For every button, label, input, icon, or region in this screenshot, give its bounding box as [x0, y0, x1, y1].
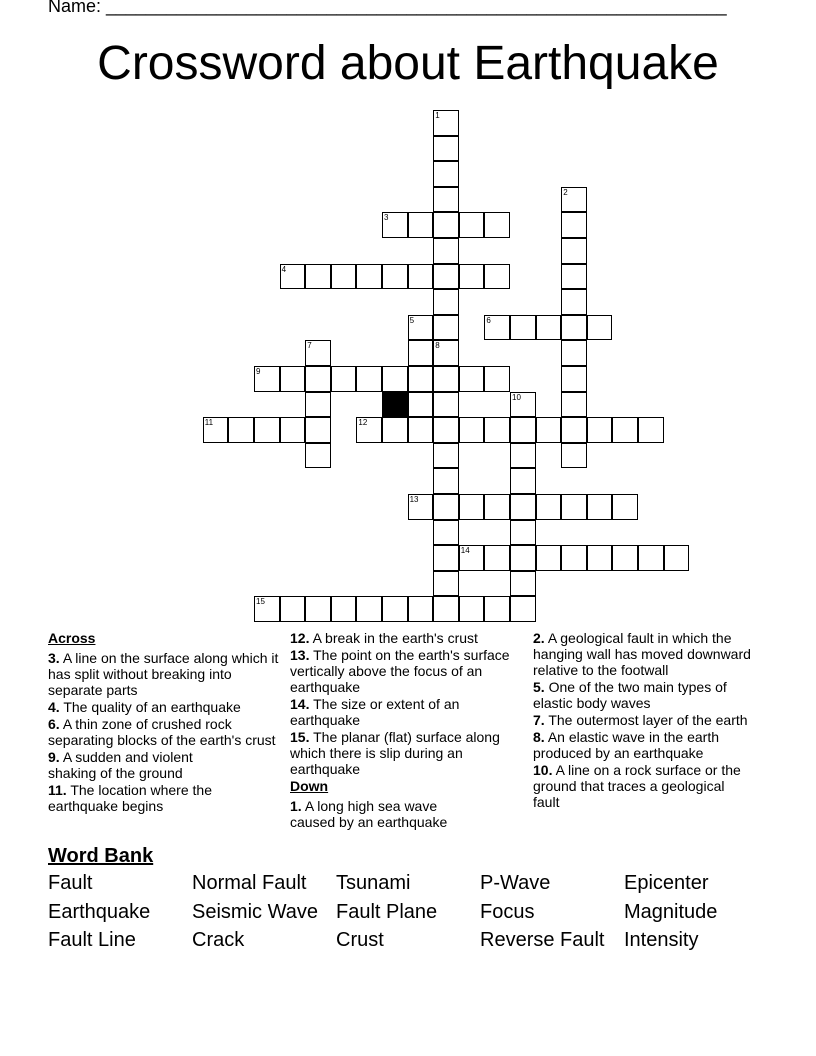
grid-cell[interactable] [305, 417, 331, 443]
grid-cell[interactable] [587, 545, 613, 571]
cell-number: 13 [409, 495, 419, 504]
grid-cell[interactable] [433, 136, 459, 162]
grid-cell[interactable] [561, 443, 587, 469]
grid-cell[interactable] [228, 417, 254, 443]
grid-cell[interactable] [408, 340, 434, 366]
grid-cell[interactable] [433, 315, 459, 341]
clue-across-14: 14. The size or extent of an earthquake [290, 696, 460, 728]
word-bank-item: P-Wave [480, 872, 551, 894]
grid-cell[interactable] [433, 264, 459, 290]
clue-column-1 [48, 630, 284, 815]
clue-column-3 [533, 630, 763, 811]
grid-cell[interactable] [561, 545, 587, 571]
clue-across-15: 15. The planar (flat) surface along which there is slip during an earthquake [290, 729, 500, 777]
grid-cell[interactable] [254, 417, 280, 443]
grid-cell[interactable] [433, 520, 459, 546]
grid-cell[interactable] [382, 417, 408, 443]
grid-cell[interactable] [561, 289, 587, 315]
grid-cell[interactable] [433, 468, 459, 494]
grid-cell[interactable] [408, 264, 434, 290]
grid-cell[interactable] [408, 315, 434, 341]
grid-cell[interactable] [433, 366, 459, 392]
grid-cell[interactable] [433, 443, 459, 469]
grid-block-cell [382, 392, 408, 418]
clue-across-4: 4. The quality of an earthquake [48, 699, 241, 715]
grid-cell[interactable] [561, 315, 587, 341]
grid-cell[interactable] [612, 417, 638, 443]
grid-cell[interactable] [331, 366, 357, 392]
grid-cell[interactable] [459, 212, 485, 238]
grid-cell[interactable] [280, 417, 306, 443]
grid-cell[interactable] [433, 110, 459, 136]
grid-cell[interactable] [433, 494, 459, 520]
grid-cell[interactable] [510, 596, 536, 622]
grid-cell[interactable] [510, 520, 536, 546]
grid-cell[interactable] [356, 417, 382, 443]
grid-cell[interactable] [356, 264, 382, 290]
grid-cell[interactable] [484, 494, 510, 520]
grid-cell[interactable] [331, 596, 357, 622]
grid-cell[interactable] [408, 417, 434, 443]
cell-number: 8 [435, 341, 440, 351]
word-bank-item: Fault Line [48, 929, 136, 951]
grid-cell[interactable] [356, 366, 382, 392]
grid-cell[interactable] [433, 161, 459, 187]
cell-number: 14 [460, 546, 470, 556]
cell-number: 15 [256, 597, 265, 607]
name-field-label: Name: ______________________________________________________________ [48, 0, 727, 16]
word-bank-item: Reverse Fault [480, 929, 605, 951]
cell-number: 7 [307, 341, 312, 351]
grid-cell[interactable] [510, 494, 536, 520]
grid-cell[interactable] [433, 187, 459, 213]
grid-cell[interactable] [459, 366, 485, 392]
cell-number: 11 [204, 418, 214, 428]
grid-cell[interactable] [484, 596, 510, 622]
word-bank-item: Earthquake [48, 901, 151, 923]
grid-cell[interactable] [305, 596, 331, 622]
grid-cell[interactable] [561, 238, 587, 264]
down-heading: Down [290, 778, 329, 794]
cell-number: 6 [486, 315, 491, 325]
clue-across-6: 6. A thin zone of crushed rock separating blocks of the earth's crust [48, 716, 276, 748]
grid-cell[interactable] [638, 545, 664, 571]
grid-cell[interactable] [510, 392, 536, 418]
grid-cell[interactable] [433, 417, 459, 443]
grid-cell[interactable] [433, 212, 459, 238]
grid-cell[interactable] [382, 264, 408, 290]
word-bank-item: Crack [192, 929, 245, 951]
grid-cell[interactable] [433, 340, 459, 366]
grid-cell[interactable] [510, 417, 536, 443]
grid-cell[interactable] [510, 315, 536, 341]
clue-across-3: 3. A line on the surface along which it has split without breaking into separate parts [48, 650, 279, 698]
grid-cell[interactable] [510, 468, 536, 494]
cell-number: 2 [563, 187, 568, 197]
grid-cell[interactable] [382, 366, 408, 392]
grid-cell[interactable] [280, 596, 306, 622]
word-bank-item: Normal Fault [192, 872, 307, 894]
grid-cell[interactable] [254, 366, 280, 392]
grid-cell[interactable] [305, 392, 331, 418]
grid-cell[interactable] [305, 366, 331, 392]
grid-cell[interactable] [510, 545, 536, 571]
clue-down-5: 5. One of the two main types of elastic body waves [533, 679, 727, 711]
across-heading: Across [48, 630, 96, 646]
grid-cell[interactable] [484, 212, 510, 238]
cell-number: 5 [409, 315, 415, 325]
grid-cell[interactable] [459, 494, 485, 520]
grid-cell[interactable] [433, 289, 459, 315]
clue-column-2 [290, 630, 528, 831]
grid-cell[interactable] [561, 392, 587, 418]
cell-number: 10 [512, 392, 521, 402]
grid-cell[interactable] [459, 264, 485, 290]
grid-cell[interactable] [612, 494, 638, 520]
grid-cell[interactable] [356, 596, 382, 622]
cell-number: 1 [435, 111, 440, 120]
grid-cell[interactable] [203, 417, 229, 443]
grid-cell[interactable] [305, 443, 331, 469]
clue-across-9: 9. A sudden and violent shaking of the ground [48, 749, 193, 781]
grid-cell[interactable] [561, 264, 587, 290]
word-bank-item: Seismic Wave [192, 901, 318, 923]
cell-number: 4 [281, 264, 287, 274]
grid-cell[interactable] [305, 340, 331, 366]
clue-down-7: 7. The outermost layer of the earth [533, 712, 748, 728]
grid-cell[interactable] [433, 238, 459, 264]
cell-number: 12 [358, 418, 368, 428]
cell-number: 9 [256, 367, 261, 376]
grid-cell[interactable] [433, 571, 459, 597]
grid-cell[interactable] [408, 494, 434, 520]
grid-cell[interactable] [510, 571, 536, 597]
grid-cell[interactable] [484, 417, 510, 443]
grid-cell[interactable] [459, 417, 485, 443]
grid-cell[interactable] [305, 264, 331, 290]
grid-cell[interactable] [408, 392, 434, 418]
grid-cell[interactable] [510, 443, 536, 469]
grid-cell[interactable] [536, 545, 562, 571]
clue-down-1: 1. A long high sea wave caused by an earthquake [290, 798, 448, 830]
grid-cell[interactable] [484, 545, 510, 571]
grid-cell[interactable] [331, 264, 357, 290]
grid-cell[interactable] [561, 417, 587, 443]
grid-cell[interactable] [587, 417, 613, 443]
word-bank-item: Focus [480, 901, 535, 923]
grid-cell[interactable] [254, 596, 280, 622]
clue-across-12: 12. A break in the earth's crust [290, 630, 478, 646]
grid-cell[interactable] [484, 366, 510, 392]
grid-cell[interactable] [280, 366, 306, 392]
word-bank-item: Tsunami [336, 872, 411, 894]
grid-cell[interactable] [638, 417, 664, 443]
clue-down-2: 2. A geological fault in which the hanging wall has moved downward relative to the footwall [533, 630, 751, 678]
grid-cell[interactable] [459, 545, 485, 571]
page-title: Crossword about Earthquake [97, 37, 719, 90]
grid-cell[interactable] [536, 417, 562, 443]
grid-cell[interactable] [382, 212, 408, 238]
grid-cell[interactable] [612, 545, 638, 571]
word-bank-item: Epicenter [624, 872, 709, 894]
cell-number: 3 [384, 213, 389, 223]
word-bank-item: Magnitude [624, 901, 718, 923]
clue-across-11: 11. The location where the earthquake begins [48, 782, 212, 814]
grid-cell[interactable] [280, 264, 306, 290]
grid-cell[interactable] [484, 264, 510, 290]
grid-cell[interactable] [561, 366, 587, 392]
grid-cell[interactable] [433, 596, 459, 622]
grid-cell[interactable] [561, 340, 587, 366]
grid-cell[interactable] [433, 545, 459, 571]
word-bank-item: Fault [48, 872, 93, 894]
grid-cell[interactable] [664, 545, 690, 571]
word-bank-item: Crust [336, 929, 384, 951]
word-bank-title: Word Bank [48, 845, 154, 867]
grid-cell[interactable] [408, 212, 434, 238]
grid-cell[interactable] [408, 596, 434, 622]
clue-down-8: 8. An elastic wave in the earth produced by an earthquake [533, 729, 720, 761]
grid-cell[interactable] [408, 366, 434, 392]
word-bank-item: Intensity [624, 929, 699, 951]
grid-cell[interactable] [561, 494, 587, 520]
grid-cell[interactable] [561, 187, 587, 213]
grid-cell[interactable] [536, 494, 562, 520]
grid-cell[interactable] [382, 596, 408, 622]
grid-cell[interactable] [459, 596, 485, 622]
grid-cell[interactable] [536, 315, 562, 341]
word-bank-item: Fault Plane [336, 901, 438, 923]
grid-cell[interactable] [587, 494, 613, 520]
grid-cell[interactable] [587, 315, 613, 341]
clue-down-10: 10. A line on a rock surface or the ground that traces a geological fault [533, 762, 741, 810]
clue-across-13: 13. The point on the earth's surface vertically above the focus of an earthquake [290, 647, 510, 695]
grid-cell[interactable] [561, 212, 587, 238]
grid-cell[interactable] [433, 392, 459, 418]
grid-cell[interactable] [484, 315, 510, 341]
